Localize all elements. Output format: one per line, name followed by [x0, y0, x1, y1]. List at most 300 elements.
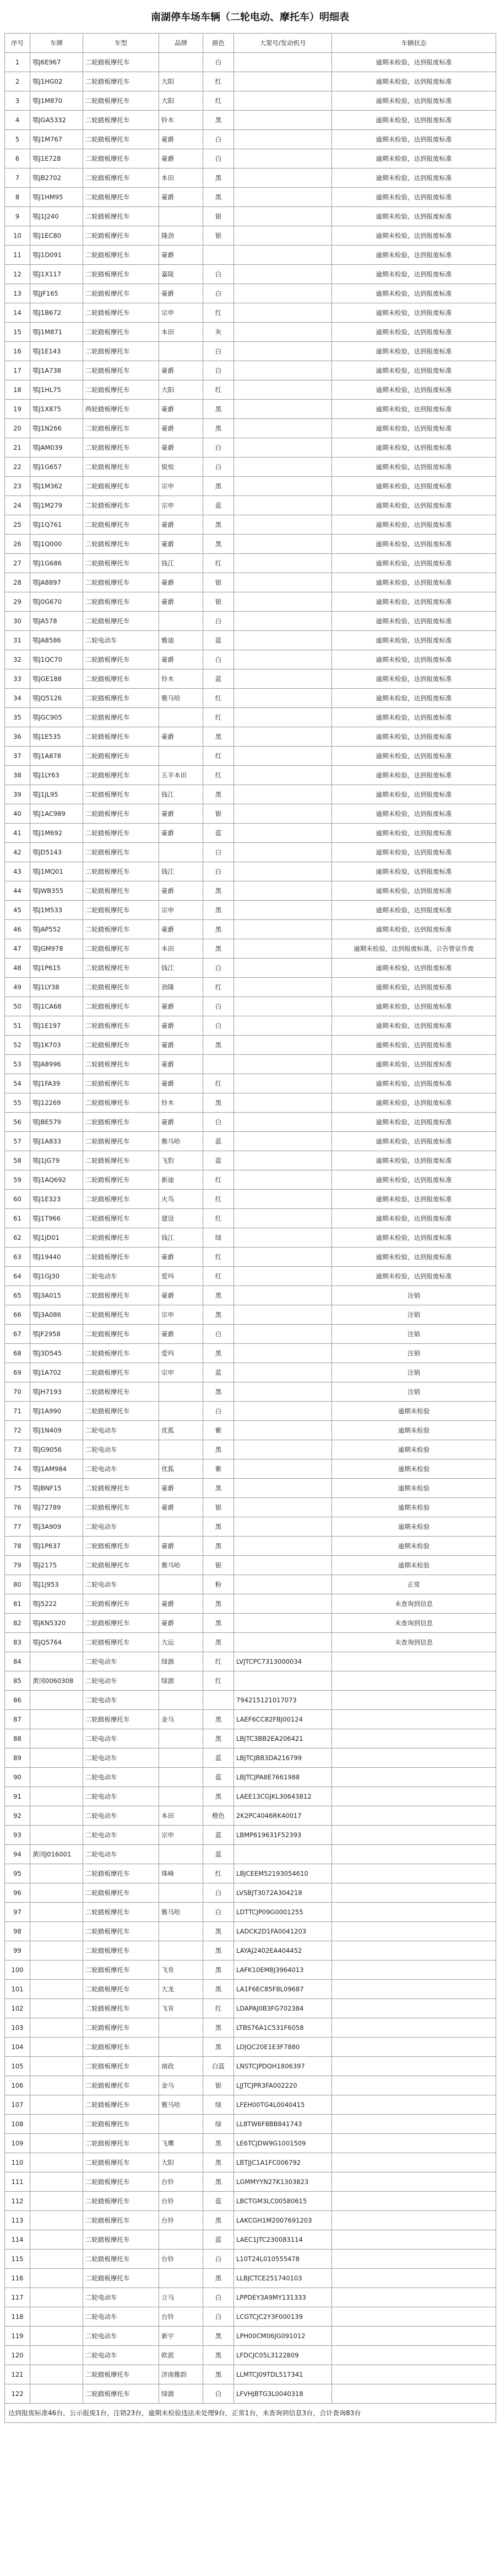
cell-color: 黑	[203, 1633, 234, 1652]
cell-type: 二轮踏板摩托车	[83, 881, 159, 901]
cell-index: 77	[5, 1517, 30, 1537]
cell-color: 红	[203, 1209, 234, 1228]
cell-color: 蓝	[203, 1749, 234, 1768]
cell-color: 黑	[203, 920, 234, 939]
table-row	[5, 535, 496, 554]
cell-brand: 五羊本田	[159, 766, 203, 785]
cell-type: 二轮踏板摩托车	[83, 380, 159, 400]
table-row	[5, 477, 496, 496]
cell-frame-number	[234, 785, 332, 804]
cell-plate: 鄂JA8586	[30, 631, 83, 650]
cell-type: 二轮踏板摩托车	[83, 669, 159, 689]
table-row	[5, 1055, 496, 1074]
cell-plate: 鄂JB2702	[30, 168, 83, 188]
cell-index: 66	[5, 1305, 30, 1325]
cell-status: 逾期未检验，达到报废标准	[332, 226, 496, 246]
table-row	[5, 785, 496, 804]
cell-frame-number	[234, 631, 332, 650]
cell-status	[332, 1922, 496, 1941]
cell-color: 白	[203, 342, 234, 361]
cell-type: 二轮踏板摩托车	[83, 53, 159, 72]
cell-frame-number	[234, 1594, 332, 1614]
cell-color: 蓝	[203, 1826, 234, 1845]
cell-brand: 宗申	[159, 477, 203, 496]
cell-index: 7	[5, 168, 30, 188]
cell-brand: 宗申	[159, 1826, 203, 1845]
cell-status: 逾期未检验	[332, 1479, 496, 1498]
cell-brand: 绿源	[159, 1652, 203, 1671]
table-row	[5, 747, 496, 766]
cell-index: 101	[5, 1980, 30, 1999]
cell-status: 逾期未检验，达到报废标准	[332, 323, 496, 342]
table-row	[5, 824, 496, 843]
cell-color: 银	[203, 207, 234, 226]
cell-plate: 鄂J1EC80	[30, 226, 83, 246]
cell-brand	[159, 207, 203, 226]
cell-frame-number: LVJTCPC7313000034	[234, 1652, 332, 1671]
cell-index: 79	[5, 1556, 30, 1575]
cell-index: 28	[5, 573, 30, 592]
cell-index: 3	[5, 91, 30, 111]
cell-plate: 鄂JA8897	[30, 573, 83, 592]
table-row	[5, 2230, 496, 2250]
cell-brand: 钱江	[159, 1228, 203, 1248]
cell-frame-number	[234, 515, 332, 535]
table-row	[5, 1093, 496, 1113]
cell-frame-number: LNSTCJPDQH1806397	[234, 2057, 332, 2076]
cell-type: 二轮电动车	[83, 1459, 159, 1479]
cell-plate	[30, 1691, 83, 1710]
table-row	[5, 1421, 496, 1440]
cell-brand: 优狐	[159, 1459, 203, 1479]
cell-brand: 大阳	[159, 380, 203, 400]
cell-status: 注销	[332, 1344, 496, 1363]
table-row	[5, 496, 496, 515]
cell-type: 二轮踏板摩托车	[83, 458, 159, 477]
table-row	[5, 1305, 496, 1325]
cell-status: 逾期未检验，达到报废标准	[332, 1055, 496, 1074]
cell-plate: 鄂JQ5126	[30, 689, 83, 708]
table-row	[5, 650, 496, 669]
cell-status: 逾期未检验，达到报废标准	[332, 168, 496, 188]
cell-frame-number: LBJTCJPA8E7661988	[234, 1768, 332, 1787]
table-body	[5, 53, 496, 2404]
cell-status: 未查询到信息	[332, 1633, 496, 1652]
cell-type: 二轮踏板摩托车	[83, 226, 159, 246]
cell-status: 逾期未检验，达到报废标准	[332, 284, 496, 303]
table-row	[5, 1325, 496, 1344]
cell-color: 白	[203, 284, 234, 303]
table-row	[5, 1941, 496, 1960]
cell-index: 115	[5, 2250, 30, 2269]
cell-color: 黑	[203, 1382, 234, 1402]
cell-type: 二轮踏板摩托车	[83, 303, 159, 323]
table-row	[5, 1864, 496, 1883]
cell-type: 二轮踏板摩托车	[83, 2153, 159, 2172]
table-row	[5, 303, 496, 323]
cell-type: 二轮踏板摩托车	[83, 901, 159, 920]
cell-frame-number	[234, 920, 332, 939]
cell-plate	[30, 1729, 83, 1749]
cell-frame-number	[234, 149, 332, 168]
cell-color: 绿	[203, 1228, 234, 1248]
cell-index: 29	[5, 592, 30, 612]
cell-index: 81	[5, 1594, 30, 1614]
cell-type: 二轮踏板摩托车	[83, 284, 159, 303]
cell-status: 逾期未检验，达到报废标准	[332, 1267, 496, 1286]
cell-status	[332, 2269, 496, 2288]
cell-brand	[159, 708, 203, 727]
cell-frame-number	[234, 554, 332, 573]
table-row	[5, 1845, 496, 1864]
cell-status: 逾期未检验，达到报废标准	[332, 1132, 496, 1151]
cell-index: 42	[5, 843, 30, 862]
cell-plate: 鄂J1Q761	[30, 515, 83, 535]
cell-brand: 金马	[159, 1710, 203, 1729]
cell-status	[332, 2211, 496, 2230]
cell-frame-number	[234, 130, 332, 149]
cell-index: 69	[5, 1363, 30, 1382]
cell-brand: 豪爵	[159, 727, 203, 747]
cell-brand	[159, 1845, 203, 1864]
cell-index: 60	[5, 1190, 30, 1209]
cell-brand	[159, 1922, 203, 1941]
cell-color: 白	[203, 53, 234, 72]
cell-index: 19	[5, 400, 30, 419]
cell-status: 逾期未检验，达到报废标准	[332, 669, 496, 689]
cell-frame-number	[234, 997, 332, 1016]
table-header-row	[5, 34, 496, 53]
cell-plate: 鄂J1Q000	[30, 535, 83, 554]
table-row	[5, 1016, 496, 1036]
cell-frame-number	[234, 1016, 332, 1036]
cell-brand: 台铃	[159, 2192, 203, 2211]
table-row	[5, 2057, 496, 2076]
cell-color: 红	[203, 747, 234, 766]
cell-index: 45	[5, 901, 30, 920]
table-row	[5, 2134, 496, 2153]
cell-index: 16	[5, 342, 30, 361]
table-row	[5, 1363, 496, 1382]
cell-plate: 黄冈J016001	[30, 1845, 83, 1864]
table-row	[5, 766, 496, 785]
cell-status: 逾期未检验，达到报废标准	[332, 303, 496, 323]
cell-type: 二轮踏板摩托车	[83, 1883, 159, 1903]
table-row	[5, 1479, 496, 1498]
table-row	[5, 246, 496, 265]
cell-color: 红	[203, 72, 234, 91]
cell-type: 二轮踏板摩托车	[83, 1382, 159, 1402]
cell-brand: 雅迪	[159, 631, 203, 650]
cell-status	[332, 2095, 496, 2115]
cell-brand	[159, 1787, 203, 1806]
page-title: 南湖停车场车辆（二轮电动、摩托车）明细表	[151, 12, 349, 23]
cell-brand	[159, 2230, 203, 2250]
table-row	[5, 400, 496, 419]
cell-frame-number	[234, 901, 332, 920]
cell-type: 二轮踏板摩托车	[83, 978, 159, 997]
table-row	[5, 1980, 496, 1999]
cell-brand	[159, 1517, 203, 1537]
cell-color: 白蓝	[203, 2057, 234, 2076]
cell-type: 二轮电动车	[83, 1806, 159, 1826]
cell-status: 逾期未检验，达到报废标准	[332, 997, 496, 1016]
table-row	[5, 515, 496, 535]
cell-frame-number	[234, 1440, 332, 1459]
cell-plate: 鄂JH7193	[30, 1382, 83, 1402]
header-index: 序号	[5, 34, 30, 53]
cell-brand	[159, 1440, 203, 1459]
cell-frame-number	[234, 804, 332, 824]
cell-frame-number	[234, 747, 332, 766]
cell-plate: 鄂J1X117	[30, 265, 83, 284]
cell-frame-number	[234, 881, 332, 901]
table-row	[5, 1768, 496, 1787]
cell-type: 二轮踏板摩托车	[83, 554, 159, 573]
cell-brand: 隆劲	[159, 226, 203, 246]
cell-type: 二轮踏板摩托车	[83, 2192, 159, 2211]
cell-plate: 鄂J1D091	[30, 246, 83, 265]
cell-color: 蓝	[203, 1363, 234, 1382]
cell-brand: 火鸟	[159, 1190, 203, 1209]
cell-color: 蓝	[203, 669, 234, 689]
cell-brand: 雅马哈	[159, 1556, 203, 1575]
cell-index: 72	[5, 1421, 30, 1440]
cell-color: 白	[203, 2288, 234, 2307]
cell-color: 黑	[203, 2134, 234, 2153]
cell-type: 二轮踏板摩托车	[83, 188, 159, 207]
table-row	[5, 72, 496, 91]
cell-color: 黑	[203, 1594, 234, 1614]
cell-frame-number: LBTJJC1A1FC006792	[234, 2153, 332, 2172]
cell-index: 88	[5, 1729, 30, 1749]
cell-frame-number	[234, 573, 332, 592]
cell-brand: 豪爵	[159, 1074, 203, 1093]
cell-status	[332, 1864, 496, 1883]
cell-color: 红	[203, 554, 234, 573]
cell-color: 黑	[203, 881, 234, 901]
cell-index: 58	[5, 1151, 30, 1170]
cell-type: 二轮踏板摩托车	[83, 843, 159, 862]
cell-index: 20	[5, 419, 30, 438]
table-row	[5, 361, 496, 380]
cell-index: 64	[5, 1267, 30, 1286]
cell-frame-number	[234, 361, 332, 380]
cell-plate: 鄂J12269	[30, 1093, 83, 1113]
cell-index: 82	[5, 1614, 30, 1633]
table-row	[5, 727, 496, 747]
cell-plate: 鄂J1N266	[30, 419, 83, 438]
cell-color: 黑	[203, 1093, 234, 1113]
cell-frame-number	[234, 1190, 332, 1209]
cell-status: 逾期未检验，达到报废标准	[332, 361, 496, 380]
cell-color: 白	[203, 1402, 234, 1421]
cell-status: 逾期未检验，达到报废标准	[332, 612, 496, 631]
cell-status: 逾期未检验，达到报废标准	[332, 573, 496, 592]
cell-brand: 新迪	[159, 1170, 203, 1190]
cell-status	[332, 2307, 496, 2327]
cell-plate: 鄂J1AQ692	[30, 1170, 83, 1190]
cell-plate: 鄂J1A990	[30, 1402, 83, 1421]
cell-type: 二轮踏板摩托车	[83, 1170, 159, 1190]
cell-color: 黑	[203, 901, 234, 920]
cell-index: 110	[5, 2153, 30, 2172]
cell-type: 二轮踏板摩托车	[83, 1036, 159, 1055]
cell-frame-number	[234, 400, 332, 419]
cell-index: 33	[5, 669, 30, 689]
cell-plate: 鄂J1LY38	[30, 978, 83, 997]
cell-frame-number	[234, 1286, 332, 1305]
cell-frame-number: LBMP619631F52393	[234, 1826, 332, 1845]
cell-plate	[30, 1826, 83, 1845]
cell-color: 白	[203, 958, 234, 978]
cell-status: 逾期未检验，达到报废标准，公告曾证作废	[332, 939, 496, 958]
table-row	[5, 2038, 496, 2057]
cell-type: 二轮电动车	[83, 1749, 159, 1768]
table-row	[5, 592, 496, 612]
cell-status	[332, 1671, 496, 1691]
cell-index: 31	[5, 631, 30, 650]
cell-frame-number	[234, 1325, 332, 1344]
cell-status: 逾期未检验，达到报废标准	[332, 708, 496, 727]
cell-color: 白	[203, 843, 234, 862]
summary-row	[5, 2404, 496, 2423]
cell-status: 逾期未检验，达到报废标准	[332, 207, 496, 226]
table-row	[5, 573, 496, 592]
cell-brand: 豪爵	[159, 804, 203, 824]
cell-index: 106	[5, 2076, 30, 2095]
cell-status: 逾期未检验，达到报废标准	[332, 477, 496, 496]
cell-type: 二轮踏板摩托车	[83, 2115, 159, 2134]
cell-brand: 豪爵	[159, 1594, 203, 1614]
table-row	[5, 130, 496, 149]
cell-brand	[159, 1575, 203, 1594]
cell-color: 白	[203, 862, 234, 881]
cell-frame-number	[234, 958, 332, 978]
table-row	[5, 843, 496, 862]
cell-plate	[30, 2057, 83, 2076]
cell-index: 61	[5, 1209, 30, 1228]
cell-index: 68	[5, 1344, 30, 1363]
cell-frame-number	[234, 1132, 332, 1151]
cell-index: 47	[5, 939, 30, 958]
cell-status	[332, 2250, 496, 2269]
cell-status: 逾期未检验，达到报废标准	[332, 1170, 496, 1190]
cell-frame-number	[234, 612, 332, 631]
table-row	[5, 2346, 496, 2365]
table-row	[5, 978, 496, 997]
cell-index: 40	[5, 804, 30, 824]
cell-plate: 鄂J1A833	[30, 1132, 83, 1151]
cell-index: 94	[5, 1845, 30, 1864]
cell-plate: 黄冈0060308	[30, 1671, 83, 1691]
cell-frame-number	[234, 91, 332, 111]
cell-frame-number	[234, 1267, 332, 1286]
cell-type: 二轮电动车	[83, 1671, 159, 1691]
cell-frame-number: LADCK2D1FA0041203	[234, 1922, 332, 1941]
cell-plate	[30, 2288, 83, 2307]
cell-type: 二轮踏板摩托车	[83, 920, 159, 939]
cell-type: 二轮踏板摩托车	[83, 515, 159, 535]
cell-color: 黑	[203, 111, 234, 130]
cell-status	[332, 1960, 496, 1980]
cell-brand: 豪爵	[159, 1614, 203, 1633]
cell-color: 黑	[203, 515, 234, 535]
cell-plate: 鄂J1K703	[30, 1036, 83, 1055]
cell-index: 43	[5, 862, 30, 881]
cell-frame-number: LL8TW6F8BB841743	[234, 2115, 332, 2134]
cell-frame-number: LDTTCJP09G0001255	[234, 1903, 332, 1922]
cell-plate: 鄂J1M362	[30, 477, 83, 496]
cell-index: 90	[5, 1768, 30, 1787]
cell-frame-number	[234, 1421, 332, 1440]
cell-index: 91	[5, 1787, 30, 1806]
cell-type: 二轮踏板摩托车	[83, 766, 159, 785]
cell-status: 逾期未检验，达到报废标准	[332, 1036, 496, 1055]
cell-brand: 豪爵	[159, 824, 203, 843]
cell-index: 32	[5, 650, 30, 669]
cell-index: 63	[5, 1248, 30, 1267]
cell-status: 逾期未检验，达到报废标准	[332, 91, 496, 111]
cell-type: 二轮踏板摩托车	[83, 535, 159, 554]
cell-status	[332, 1903, 496, 1922]
cell-status: 注销	[332, 1305, 496, 1325]
table-row	[5, 2172, 496, 2192]
cell-frame-number: LAFK10EM8J3964013	[234, 1960, 332, 1980]
cell-frame-number	[234, 1248, 332, 1267]
cell-index: 18	[5, 380, 30, 400]
cell-color: 黑	[203, 1344, 234, 1363]
cell-color: 黑	[203, 785, 234, 804]
cell-frame-number: LAEE13CGJKL30643812	[234, 1787, 332, 1806]
table-row	[5, 419, 496, 438]
cell-plate: 鄂J1HL75	[30, 380, 83, 400]
cell-index: 103	[5, 2018, 30, 2038]
table-row	[5, 1382, 496, 1402]
table-row	[5, 380, 496, 400]
cell-index: 108	[5, 2115, 30, 2134]
cell-color: 黑	[203, 1787, 234, 1806]
cell-status: 逾期未检验，达到报废标准	[332, 419, 496, 438]
cell-status: 注销	[332, 1286, 496, 1305]
cell-type: 二轮踏板摩托车	[83, 1286, 159, 1305]
cell-type: 二轮踏板摩托车	[83, 1344, 159, 1363]
cell-status	[332, 2327, 496, 2346]
cell-brand	[159, 843, 203, 862]
cell-type: 二轮踏板摩托车	[83, 2250, 159, 2269]
cell-plate: 鄂JF2958	[30, 1325, 83, 1344]
cell-type: 二轮踏板摩托车	[83, 958, 159, 978]
cell-brand: 豪爵	[159, 573, 203, 592]
cell-brand: 台铃	[159, 2307, 203, 2327]
cell-index: 23	[5, 477, 30, 496]
cell-type: 二轮踏板摩托车	[83, 1922, 159, 1941]
cell-index: 46	[5, 920, 30, 939]
cell-status	[332, 1691, 496, 1710]
table-row	[5, 2288, 496, 2307]
cell-brand: 豪爵	[159, 997, 203, 1016]
cell-type: 二轮踏板摩托车	[83, 1594, 159, 1614]
cell-frame-number: 794215121017073	[234, 1691, 332, 1710]
table-row	[5, 168, 496, 188]
cell-status: 逾期未检验，达到报废标准	[332, 958, 496, 978]
cell-index: 17	[5, 361, 30, 380]
table-row	[5, 1556, 496, 1575]
cell-status	[332, 1806, 496, 1826]
cell-index: 26	[5, 535, 30, 554]
cell-index: 118	[5, 2307, 30, 2327]
cell-brand: 劲隆	[159, 978, 203, 997]
